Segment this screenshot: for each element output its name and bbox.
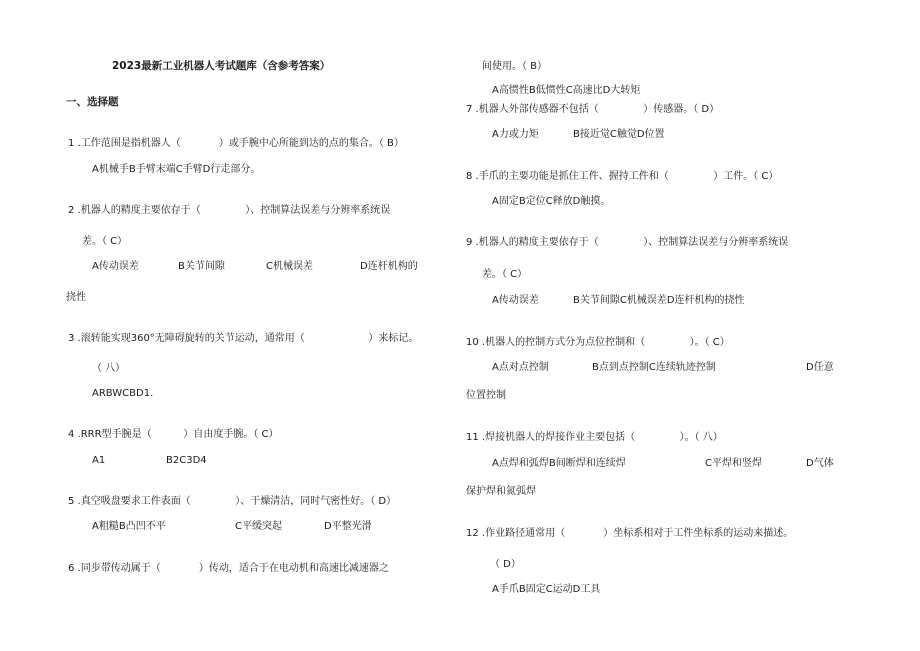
question-12-answer: （ D） (490, 559, 521, 570)
question-1: 1 .工作范围是指机器人（ ）或手腕中心所能到达的点的集合。（ B） (68, 138, 404, 149)
question-10-option-bc: B点到点控制C连续轨迹控制 (592, 362, 716, 373)
question-11: 11 .焊接机器人的焊接作业主要包括（ ）。（ 八） (466, 432, 723, 443)
question-8-options: A固定B定位C释放D触摸。 (492, 196, 611, 207)
question-6-cont: 间使用。（ B） (482, 61, 548, 72)
question-7-option-bcd: B接近觉C触觉D位置 (573, 129, 665, 140)
question-10-option-a: A点对点控制 (492, 362, 549, 373)
question-9-cont: 差。（ C） (482, 269, 528, 280)
question-5-option-ab: A粗糙B凸凹不平 (92, 521, 166, 532)
question-4-option-bcd: B2C3D4 (166, 455, 207, 466)
question-7: 7 .机器人外部传感器不包括（ ）传感器。（ D） (466, 104, 720, 115)
question-10: 10 .机器人的控制方式分为点位控制和（ ）。（ C） (466, 337, 730, 348)
question-10-option-d: D任意 (806, 362, 834, 373)
question-2-option-a: A传动误差 (92, 261, 139, 272)
question-10-option-d-cont: 位置控制 (466, 390, 506, 401)
question-12: 12 .作业路径通常用（ ）坐标系相对于工件坐标系的运动来描述。 (466, 528, 794, 539)
question-4-option-a: A1 (92, 455, 106, 466)
question-5-option-c: C平缓突起 (235, 521, 282, 532)
document-title: 2023最新工业机器人考试题库（含参考答案） (112, 60, 331, 72)
question-8: 8 .手爪的主要功能是抓住工件、握持工件和（ ）工件。（ C） (466, 171, 779, 182)
question-11-option-ab: A点焊和弧焊B间断焊和连续焊 (492, 458, 626, 469)
question-2-option-c: C机械误差 (266, 261, 313, 272)
question-5: 5 .真空吸盘要求工件表面（ ）、干燥清洁，同时气密性好。（ D） (68, 496, 397, 507)
question-2: 2 .机器人的精度主要依存于（ ）、控制算法误差与分辨率系统误 (68, 205, 391, 216)
question-6-options: A高惯性B低惯性C高速比D大转矩 (492, 85, 641, 96)
section-heading: 一、选择题 (66, 96, 119, 108)
question-4: 4 .RRR型手腕是（ ）自由度手腕。（ C） (68, 429, 279, 440)
question-2-option-d: D连杆机构的 (360, 261, 418, 272)
question-2-option-d-cont: 挠性 (66, 292, 86, 303)
question-2-cont: 差。（ C） (82, 236, 128, 247)
question-5-option-d: D平整光滑 (324, 521, 372, 532)
question-11-option-d: D气体 (806, 458, 834, 469)
question-3-options: ARBWCBD1. (92, 388, 154, 399)
question-9: 9 .机器人的精度主要依存于（ ）、控制算法误差与分辨率系统误 (466, 237, 789, 248)
question-3: 3 .滚转能实现360°无障碍旋转的关节运动，通常用（ ）来标记。 (68, 333, 419, 344)
question-1-options: A机械手B手臂末端C手臂D行走部分。 (92, 164, 261, 175)
question-11-option-c: C平焊和竖焊 (705, 458, 762, 469)
question-3-answer: （ 八） (92, 363, 126, 374)
question-12-options: A手爪B固定C运动D工具 (492, 584, 601, 595)
question-7-option-a: A力或力矩 (492, 129, 539, 140)
question-9-option-bcd: B关节间隙C机械误差D连杆机构的挠性 (573, 295, 745, 306)
question-2-option-b: B关节间隙 (178, 261, 225, 272)
question-11-option-d-cont: 保护焊和氮弧焊 (466, 486, 536, 497)
question-9-option-a: A传动误差 (492, 295, 539, 306)
question-6: 6 .同步带传动属于（ ）传动，适合于在电动机和高速比减速器之 (68, 563, 389, 574)
